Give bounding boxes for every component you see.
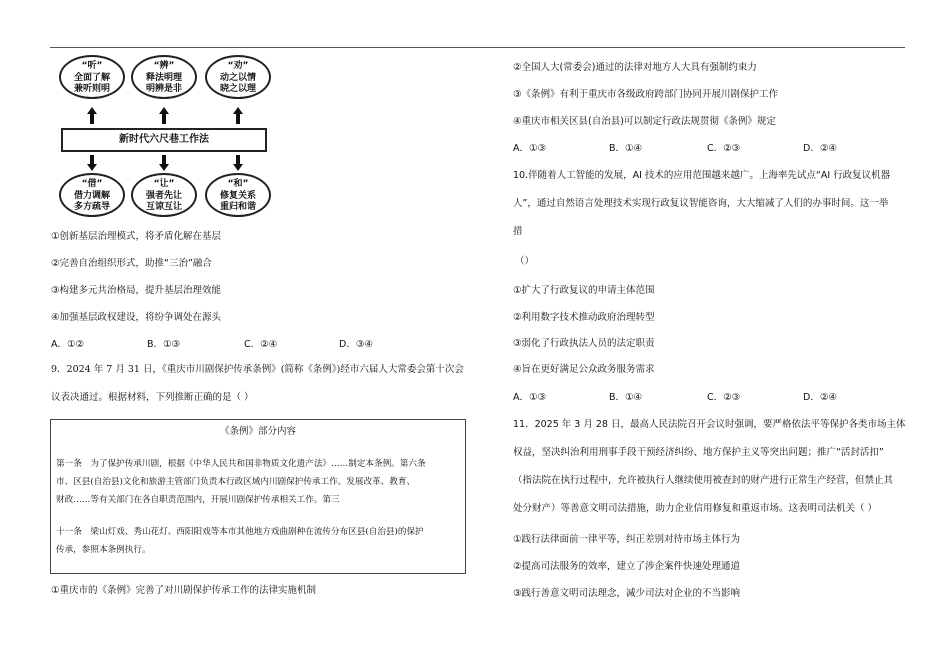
- q8-item: ④加强基层政权建设，将纷争调处在源头: [51, 312, 222, 323]
- q11-item: ①践行法律面前一律平等，纠正差别对待市场主体行为: [513, 534, 741, 545]
- oval-listen: [59, 55, 125, 99]
- q9-item: ②全国人大(常委会)通过的法律对地方人大具有强制约束力: [513, 62, 757, 73]
- arrow-down-icon: [159, 164, 169, 171]
- oval-line: 多方疏导: [73, 202, 110, 212]
- arrow-up-icon: [87, 107, 97, 114]
- diagram-center-box: 新时代六尺巷工作法: [61, 128, 267, 152]
- arrow-up-icon: [233, 107, 243, 114]
- oval-key: “辨”: [153, 61, 175, 71]
- header-rule: [50, 47, 905, 48]
- option-c[interactable]: C．②③: [707, 392, 741, 403]
- q10-stem-line: 10.伴随着人工智能的发展，AI 技术的应用范围越来越广。上海率先试点“AI 行政复议机器: [513, 170, 891, 181]
- box-title: 《条例》部分内容: [219, 426, 296, 437]
- option-c[interactable]: C．②③: [707, 143, 741, 154]
- option-d[interactable]: D．②④: [803, 143, 837, 154]
- option-a[interactable]: A．①②: [51, 339, 85, 350]
- box-body: [56, 455, 460, 559]
- q11-stem-line: 11．2025 年 3 月 28 日，最高人民法院召开会议时强调，要严格依法平等保护各类市场主体: [513, 419, 906, 430]
- q9-options: [513, 140, 837, 154]
- regulation-excerpt-box: [50, 419, 466, 574]
- oval-yield: [131, 173, 197, 217]
- arrow-up-icon: [159, 107, 169, 114]
- oval-line: 互谅互让: [145, 202, 182, 212]
- oval-borrow: [59, 173, 125, 217]
- q11-item: ③践行善意文明司法理念，减少司法对企业的不当影响: [513, 588, 741, 599]
- box-line: 第一条 为了保护传承川剧，根据《中华人民共和国非物质文化遗产法》……制定本条例。第六条: [56, 459, 426, 469]
- q11-stem-line: （指法院在执行过程中，允许被执行人继续使用被查封的财产进行正常生产经营，但禁止其: [513, 475, 894, 486]
- q8-item: ③构建多元共治格局，提升基层治理效能: [51, 285, 222, 296]
- oval-line: 全面了解: [73, 72, 110, 83]
- oval-harmony: [205, 173, 271, 217]
- q10-stem-line: 人”，通过自然语言处理技术实现行政复议智能咨询，大大缩减了人们的办事时间。这一举: [513, 198, 889, 209]
- option-c[interactable]: C．②④: [244, 339, 278, 350]
- oval-line: 明辨是非: [145, 84, 182, 94]
- oval-key: “让”: [153, 179, 175, 189]
- q9-item: ①重庆市的《条例》完善了对川剧保护传承工作的法律实施机制: [51, 585, 317, 596]
- oval-line: 借力调解: [73, 190, 110, 201]
- q10-item: ②利用数字技术推动政府治理转型: [513, 312, 655, 323]
- q9-stem-line: 议表决通过。根据材料，下列推断正确的是（ ）: [51, 392, 254, 403]
- oval-line: 释法明理: [145, 72, 182, 83]
- box-line: 财政……等有关部门在各自职责范围内，开展川剧保护传承相关工作。第三: [56, 495, 340, 505]
- box-line: 市、区县(自治县)文化和旅游主管部门负责本行政区域内川剧保护传承工作。发展改革、教育、: [56, 477, 416, 487]
- six-chi-lane-diagram: [55, 53, 275, 221]
- oval-key: “听”: [81, 61, 103, 71]
- oval-key: “和”: [227, 179, 249, 189]
- oval-line: 重归和谐: [219, 202, 256, 212]
- q10-item: ①扩大了行政复议的申请主体范围: [513, 285, 655, 296]
- option-a[interactable]: A．①③: [513, 143, 547, 154]
- q9-stem-line: 9．2024 年 7 月 31 日，《重庆市川剧保护传承条例》(简称《条例》)经市六届人大常委会第十次会: [51, 364, 464, 375]
- arrow-down-icon: [87, 164, 97, 171]
- oval-persuade: [205, 55, 271, 99]
- q9-item: ④重庆市相关区县(自治县)可以制定行政法规贯彻《条例》规定: [513, 116, 776, 127]
- oval-distinguish: [131, 55, 197, 99]
- q10-stem-line: 措: [513, 226, 523, 237]
- arrow-stem: [90, 114, 94, 124]
- q11-item: ②提高司法服务的效率，建立了涉企案件快速处理通道: [513, 561, 741, 572]
- box-line: 十一条 梁山灯戏、秀山花灯、西阳阳戏等本市其他地方戏曲剧种在流传分布区县(自治县)的保护: [56, 527, 424, 537]
- q10-options: [513, 389, 837, 403]
- q8-options: [51, 336, 373, 350]
- q11-stem-line: 处分财产）等善意文明司法措施，助力企业信用修复和重返市场。这表明司法机关（ ）: [513, 503, 878, 514]
- arrow-stem: [162, 114, 166, 124]
- arrow-stem: [236, 114, 240, 124]
- oval-key: “借”: [81, 179, 103, 189]
- option-b[interactable]: B．①③: [147, 339, 181, 350]
- q8-item: ②完善自治组织形式，助推“三治”融合: [51, 258, 212, 269]
- oval-line: 强者先让: [145, 190, 182, 201]
- q11-stem-line: 权益，坚决纠治利用刑事手段干预经济纠纷、地方保护主义等突出问题；推广“活封活扣”: [513, 447, 884, 458]
- q8-item: ①创新基层治理模式，将矛盾化解在基层: [51, 231, 222, 242]
- box-line: [56, 509, 460, 523]
- q10-answer-paren: （）: [515, 256, 535, 267]
- oval-key: “劝”: [227, 61, 249, 71]
- option-d[interactable]: D．③④: [339, 339, 373, 350]
- arrow-down-icon: [233, 164, 243, 171]
- oval-line: 晓之以理: [219, 84, 256, 94]
- oval-line: 兼听则明: [73, 84, 110, 94]
- option-d[interactable]: D．②④: [803, 392, 837, 403]
- oval-line: 动之以情: [219, 72, 256, 83]
- oval-line: 修复关系: [219, 190, 256, 201]
- q10-item: ③弱化了行政执法人员的法定职责: [513, 338, 655, 349]
- option-b[interactable]: B．①④: [609, 143, 643, 154]
- option-b[interactable]: B．①④: [609, 392, 643, 403]
- q10-item: ④旨在更好满足公众政务服务需求: [513, 364, 655, 375]
- q9-item: ③《条例》有利于重庆市各级政府跨部门协同开展川剧保护工作: [513, 89, 779, 100]
- box-line: 传承，参照本条例执行。: [56, 545, 151, 555]
- option-a[interactable]: A．①③: [513, 392, 547, 403]
